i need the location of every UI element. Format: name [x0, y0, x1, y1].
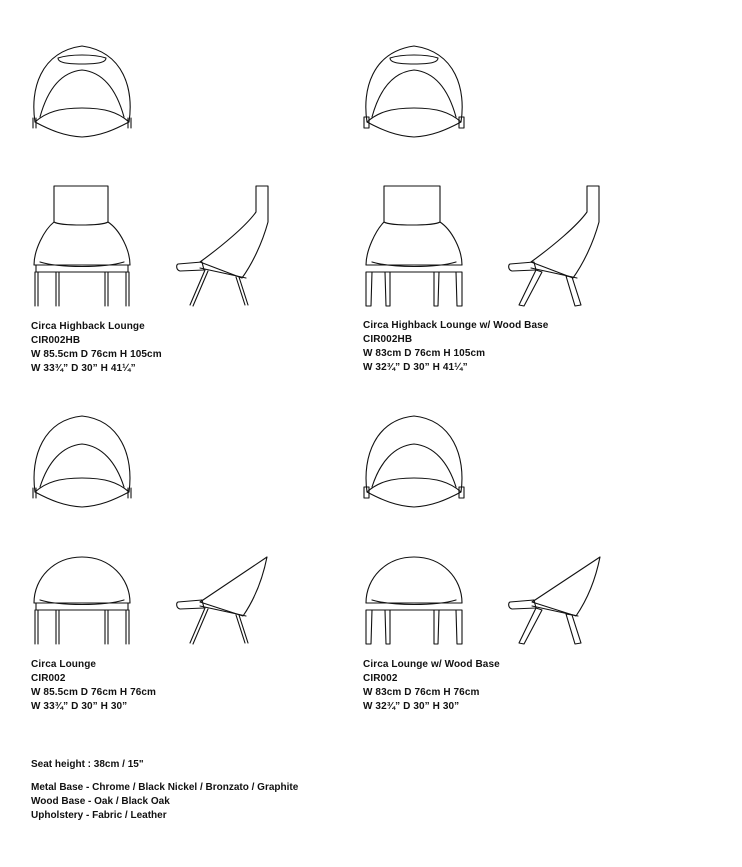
- lounge-metal-front-view: [34, 557, 130, 644]
- product-name: Circa Highback Lounge: [31, 321, 145, 332]
- wood-base-note: Wood Base - Oak / Black Oak: [31, 796, 170, 807]
- lounge-metal-side-view: [177, 557, 267, 644]
- seat-height-note: Seat height : 38cm / 15": [31, 759, 144, 770]
- product-dims-metric: W 83cm D 76cm H 76cm: [363, 687, 480, 698]
- product-name: Circa Lounge: [31, 659, 97, 670]
- highback-metal-side-view: [177, 186, 268, 306]
- lounge-metal-top-view: [33, 416, 131, 507]
- product-name: Circa Highback Lounge w/ Wood Base: [363, 320, 549, 331]
- highback-wood-top-view: [364, 46, 464, 137]
- product-code: CIR002HB: [31, 335, 81, 346]
- product-dims-metric: W 85.5cm D 76cm H 76cm: [31, 687, 157, 698]
- highback-wood-side-view: [509, 186, 599, 306]
- product-dims-imperial: W 32¾” D 30” H 30”: [363, 701, 460, 712]
- product-code: CIR002: [363, 673, 398, 684]
- highback-metal-top-view: [33, 46, 131, 137]
- product-dims-metric: W 83cm D 76cm H 105cm: [363, 348, 486, 359]
- product-name: Circa Lounge w/ Wood Base: [363, 659, 500, 670]
- product-dims-imperial: W 33¾” D 30” H 41¼”: [31, 363, 136, 374]
- product-dims-imperial: W 33¾” D 30” H 30”: [31, 701, 128, 712]
- product-code: CIR002: [31, 673, 66, 684]
- lounge-wood-front-view: [366, 557, 462, 644]
- spec-lounge-wood: [363, 658, 500, 714]
- spec-highback-lounge-wood: [363, 319, 548, 375]
- product-dims-metric: W 85.5cm D 76cm H 105cm: [31, 349, 162, 360]
- lounge-wood-side-view: [509, 557, 600, 644]
- product-code: CIR002HB: [363, 334, 413, 345]
- notes-spacer: [31, 772, 298, 781]
- spec-highback-lounge: [31, 320, 162, 376]
- highback-metal-front-view: [34, 186, 130, 306]
- metal-base-note: Metal Base - Chrome / Black Nickel / Bronzato / Graphite: [31, 782, 299, 793]
- spec-lounge: [31, 658, 156, 714]
- upholstery-note: Upholstery - Fabric / Leather: [31, 810, 167, 821]
- product-dims-imperial: W 32¾” D 30” H 41¼”: [363, 362, 468, 373]
- general-notes: [31, 758, 298, 823]
- highback-wood-front-view: [366, 186, 462, 306]
- lounge-wood-top-view: [364, 416, 464, 507]
